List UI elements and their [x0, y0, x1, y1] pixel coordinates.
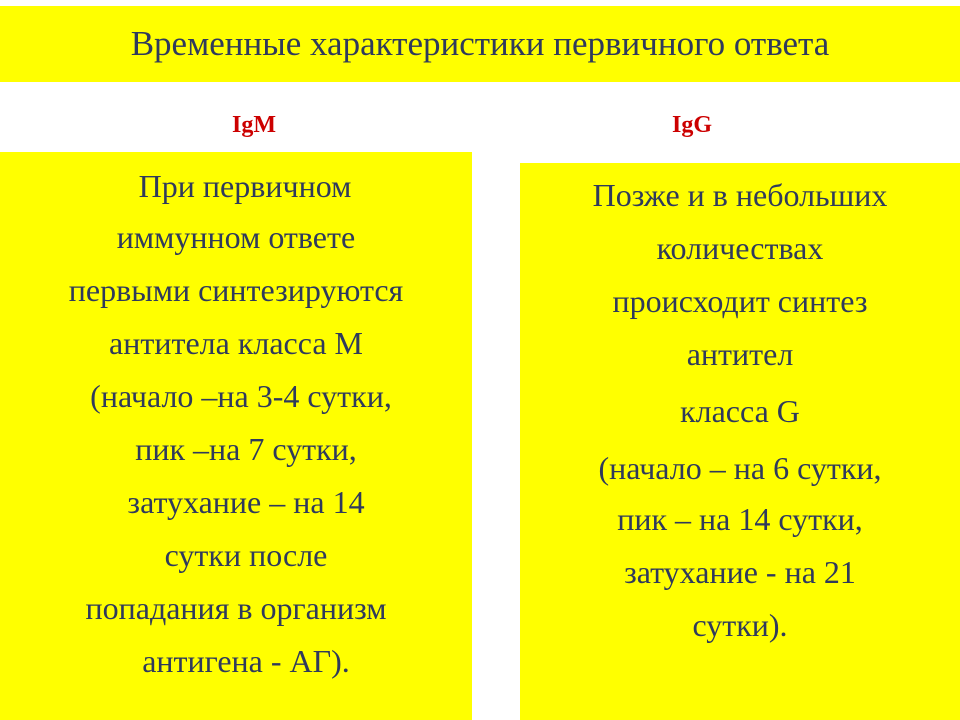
igg-line: класса G — [680, 393, 800, 429]
igg-text — [520, 163, 960, 652]
igg-line: пик – на 14 сутки, — [617, 501, 863, 537]
igm-line: попадания в организм — [85, 590, 387, 626]
igm-line: затухание – на 14 — [127, 484, 365, 520]
igg-line: Позже и в небольших — [592, 177, 888, 213]
igm-line: иммунном ответе — [116, 219, 356, 255]
igm-line: антигена - АГ). — [142, 643, 350, 679]
igg-box — [520, 163, 960, 720]
igm-line: сутки после — [164, 537, 328, 573]
igg-line: сутки). — [692, 607, 788, 643]
igm-line: пик –на 7 сутки, — [135, 431, 357, 467]
igg-line: происходит синтез — [612, 283, 868, 319]
igg-line: (начало – на 6 сутки, — [598, 450, 882, 486]
igm-line: При первичном — [138, 168, 352, 204]
igm-box — [0, 152, 472, 720]
igg-line: количествах — [656, 230, 824, 266]
igm-line: первыми синтезируются — [68, 272, 404, 308]
igm-line: антитела класса М — [109, 325, 363, 361]
igm-line: (начало –на 3-4 сутки, — [90, 378, 392, 414]
igg-line: затухание - на 21 — [624, 554, 856, 590]
igg-line: антител — [686, 336, 794, 372]
title-bar — [0, 6, 960, 82]
igm-label: IgM — [232, 112, 276, 138]
slide-title: Временные характеристики первичного ответа — [130, 24, 830, 63]
igg-label: IgG — [672, 112, 713, 138]
igm-text — [0, 152, 472, 688]
